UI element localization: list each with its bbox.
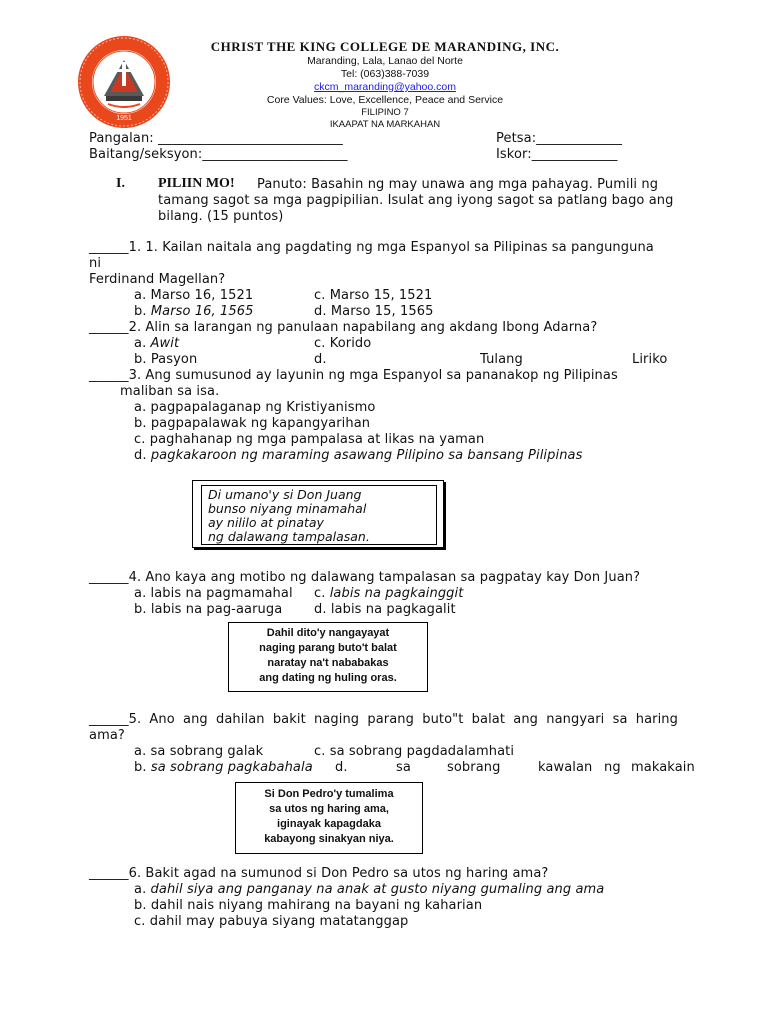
- q2-choice-b: b. Pasyon: [134, 352, 198, 367]
- q1-choice-c: c. Marso 15, 1521: [314, 288, 433, 303]
- q2-choice-a: a. Awit: [134, 336, 180, 351]
- section-numeral: I.: [116, 176, 125, 191]
- excerpt3-line-4: kabayong sinakyan niya.: [264, 833, 394, 845]
- school-address: Maranding, Lala, Lanao del Norte: [307, 55, 463, 67]
- q3-choice-a: a. pagpapalaganap ng Kristiyanismo: [134, 400, 376, 415]
- q6-choice-b: b. dahil nais niyang mahirang na bayani ng kaharian: [134, 898, 483, 913]
- excerpt1-line-4: ng dalawang tampalasan.: [208, 529, 370, 544]
- q5-choice-b: b. sa sobrang pagkabahala: [134, 760, 313, 775]
- q2-choice-d-label: d.: [314, 352, 327, 367]
- excerpt2-line-4: ang dating ng huling oras.: [259, 672, 397, 684]
- q5-choice-d-word3: kawalan: [538, 760, 593, 775]
- q3-choice-d: d. pagkakaroon ng maraming asawang Pilipino sa bansang Pilipinas: [134, 448, 583, 463]
- q2-choice-d-word1: Tulang: [480, 352, 523, 367]
- excerpt1-line-3: ay nililo at pinatay: [208, 515, 324, 530]
- q1-stem: ______1. 1. Kailan naitala ang pagdating ng mga Espanyol sa Pilipinas sa pangunguna: [89, 240, 654, 255]
- school-seal-logo: [76, 34, 172, 130]
- school-name: CHRIST THE KING COLLEGE DE MARANDING, INC.: [210, 39, 560, 54]
- poem-excerpt-box-3: [235, 782, 423, 854]
- section-title: PILIIN MO!: [158, 176, 235, 191]
- q1-stem-cont-2: Ferdinand Magellan?: [89, 272, 226, 287]
- score-field[interactable]: Iskor:_____________: [496, 147, 618, 162]
- q5-choice-a: a. sa sobrang galak: [134, 744, 264, 759]
- q6-stem: ______6. Bakit agad na sumunod si Don Pedro sa utos ng haring ama?: [89, 866, 549, 881]
- school-email-row: [200, 81, 570, 93]
- excerpt1-line-1: Di umano'y si Don Juang: [208, 487, 362, 502]
- name-field[interactable]: Pangalan: ____________________________: [89, 131, 343, 146]
- q4-stem: ______4. Ano kaya ang motibo ng dalawang tampalasan sa pagpatay kay Don Juan?: [89, 570, 641, 585]
- q5-stem-cont: ama?: [89, 728, 125, 743]
- grade-section-field[interactable]: Baitang/seksyon:______________________: [89, 147, 348, 162]
- directions-line-3: bilang. (15 puntos): [158, 209, 284, 224]
- q6-choice-a: a. dahil siya ang panganay na anak at gusto niyang gumaling ang ama: [134, 882, 605, 897]
- q5-choice-d-word1: sa: [396, 760, 411, 775]
- q5-choice-d-word4: ng: [604, 760, 621, 775]
- q5-choice-c: c. sa sobrang pagdadalamhati: [314, 744, 515, 759]
- q3-choice-b: b. pagpapalawak ng kapangyarihan: [134, 416, 371, 431]
- q3-stem-cont: maliban sa isa.: [120, 384, 220, 399]
- directions-line-2: tamang sagot sa mga pagpipilian. Isulat ang iyong sagot sa patlang bago ang: [158, 193, 674, 208]
- q1-stem-cont: ni: [89, 256, 102, 271]
- excerpt3-line-3: iginayak kapagdaka: [277, 818, 381, 830]
- poem-excerpt-box-2: [228, 622, 428, 692]
- q4-choice-c: c. labis na pagkainggit: [314, 586, 464, 601]
- excerpt2-line-3: naratay na't nababakas: [267, 657, 389, 669]
- school-email-link[interactable]: ckcm_maranding@yahoo.com: [314, 81, 456, 93]
- svg-text:1951: 1951: [116, 115, 132, 122]
- q2-choice-c: c. Korido: [314, 336, 372, 351]
- poem-excerpt-box-1: [192, 480, 444, 548]
- excerpt1-line-2: bunso niyang minamahal: [208, 501, 367, 516]
- q1-choice-d: d. Marso 15, 1565: [314, 304, 434, 319]
- date-field[interactable]: Petsa:_____________: [496, 131, 622, 146]
- q2-choice-d-word2: Liriko: [632, 352, 668, 367]
- q5-choice-d-word2: sobrang: [447, 760, 501, 775]
- excerpt2-line-1: Dahil dito'y nangayayat: [266, 627, 390, 639]
- q3-stem: ______3. Ang sumusunod ay layunin ng mga Espanyol sa pananakop ng Pilipinas: [89, 368, 618, 383]
- q6-choice-c: c. dahil may pabuya siyang matatanggap: [134, 914, 409, 929]
- subject-label: FILIPINO 7: [361, 107, 409, 118]
- excerpt3-line-2: sa utos ng haring ama,: [269, 803, 389, 815]
- q5-choice-d-word5: makakain: [631, 760, 695, 775]
- excerpt2-line-2: naging parang buto't balat: [259, 642, 397, 654]
- quarter-label: IKAAPAT NA MARKAHAN: [329, 119, 441, 130]
- core-values: Core Values: Love, Excellence, Peace and Service: [266, 94, 504, 106]
- q5-stem: ______5. Ano ang dahilan bakit naging parang buto"t balat ang nangyari sa haring: [89, 712, 678, 727]
- q3-choice-c: c. paghahanap ng mga pampalasa at likas na yaman: [134, 432, 485, 447]
- q2-stem: ______2. Alin sa larangan ng panulaan napabilang ang akdang Ibong Adarna?: [89, 320, 598, 335]
- school-telephone: Tel: (063)388-7039: [340, 68, 430, 80]
- q4-choice-a: a. labis na pagmamahal: [134, 586, 293, 601]
- q4-choice-d: d. labis na pagkagalit: [314, 602, 456, 617]
- excerpt3-line-1: Si Don Pedro'y tumalima: [264, 788, 394, 800]
- q1-choice-a: a. Marso 16, 1521: [134, 288, 254, 303]
- q1-choice-b: b. Marso 16, 1565: [134, 304, 254, 319]
- directions-line-1: Panuto: Basahin ng may unawa ang mga pahayag. Pumili ng: [257, 177, 659, 192]
- q4-choice-b: b. labis na pag-aaruga: [134, 602, 283, 617]
- q5-choice-d-label: d.: [335, 760, 348, 775]
